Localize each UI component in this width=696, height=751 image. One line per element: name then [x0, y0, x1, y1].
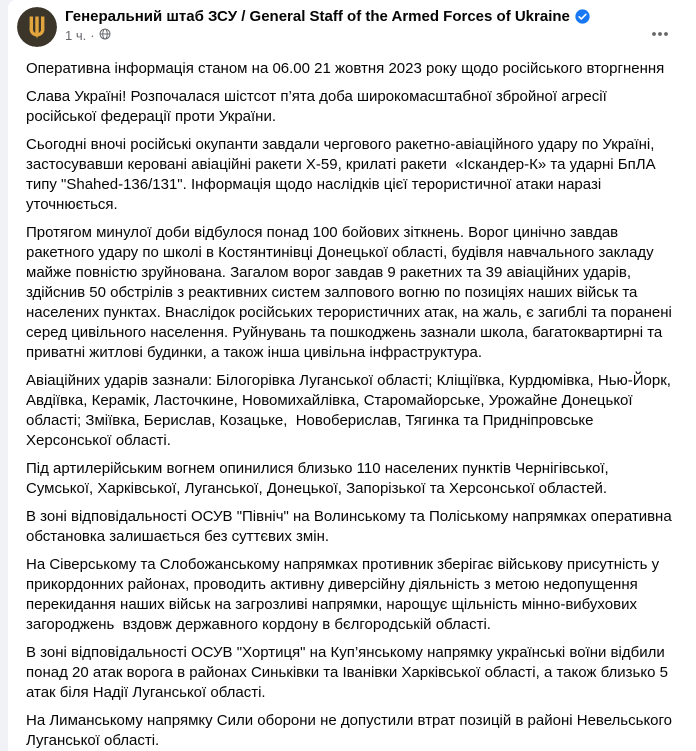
post-paragraph: В зоні відповідальності ОСУВ "Північ" на Волинському та Поліському напрямках оперативна обстановка залишається без суттєвих змін. — [26, 508, 676, 545]
facebook-post-card — [8, 0, 696, 751]
verified-badge-icon — [575, 9, 590, 24]
page-name-link[interactable]: Генеральний штаб ЗСУ / General Staff of the Armed Forces of Ukraine — [65, 8, 570, 25]
post-paragraph: Авіаційних ударів зазнали: Білогорівка Луганської області; Кліщіївка, Курдюмівка, Нью-Йорк, Авдіївка, Керамік, Ласточкине, Новомихайлівка, Старомайорське, Урожайне Донецької області; Зміївка, Берислав, Козацьке, Новоберислав, Тягинка та Придніпровське Херсонської області. — [26, 372, 676, 449]
page-name-row — [65, 7, 590, 26]
post-paragraph: В зоні відповідальності ОСУВ "Хортиця" на Куп’янському напрямку українські воїни відбили понад 20 атак ворога в районах Синьківки та Іванівки Харківської області, а також близько 5 атак біля Надії Луганської області. — [26, 644, 673, 701]
post-paragraph: На Сіверському та Слобожанському напрямках противник зберігає військову присутність у прикордонних районах, проводить активну диверсійну діяльність з метою недопущення перекидання наших військ на загрозливі напрямки, нарощує щільність мінно-вибухових загороджень вздовж державного кордону в бєлгородській області. — [26, 556, 664, 633]
post-options-button[interactable] — [644, 18, 676, 50]
post-paragraph: На Лиманському напрямку Сили оборони не допустили втрат позицій в районі Невельського Луганської області. — [26, 712, 677, 749]
post-timestamp[interactable]: 1 ч. — [65, 28, 87, 43]
post-header — [17, 6, 680, 47]
post-meta-row — [65, 27, 590, 44]
post-header-text — [65, 6, 590, 44]
meta-separator: · — [90, 28, 95, 43]
post-paragraph: Під артилерійським вогнем опинилися близько 110 населених пунктів Чернігівської, Сумської, Харківської, Луганської, Донецької, Запорізької та Херсонської областей. — [26, 460, 613, 497]
post-paragraph: Сьогодні вночі російські окупанти завдали чергового ракетно-авіаційного удару по Україні, застосувавши керовані авіаційні ракети Х-59, крилаті ракети «Іскандер-К» та ударні БпЛА типу "Shahed-136/131". Інформація щодо наслідків цієї терористичної атаки наразі уточнюється. — [26, 136, 660, 213]
post-paragraph: Оперативна інформація станом на 06.00 21 жовтня 2023 року щодо російського вторгнення — [26, 60, 665, 77]
three-dots-icon — [650, 24, 670, 44]
post-text-body — [17, 59, 680, 751]
post-paragraph: Протягом минулої доби відбулося понад 100 бойових зіткнень. Ворог цинічно завдав ракетного удару по школі в Костянтинівці Донецької області, будівля навчального закладу майже повністю зруйнована. Загалом ворог завдав 9 ракетних та 39 авіаційних ударів, здійснив 50 обстрілів з реактивних систем залпового вогню по позиціях наших військ та населених пунктах. Внаслідок російських терористичних атак, на жаль, є загиблі та поранені серед цивільного населення. Руйнувань та пошкоджень зазнали школа, багатоквартирні та приватні житлові будинки, а також інша цивільна інфраструктура. — [26, 224, 676, 361]
page-avatar-trident-icon[interactable] — [17, 7, 57, 47]
globe-privacy-icon — [99, 27, 111, 44]
post-paragraph: Слава Україні! Розпочалася шістсот п’ята доба широкомасштабної збройної агресії російської федерації проти України. — [26, 88, 611, 125]
